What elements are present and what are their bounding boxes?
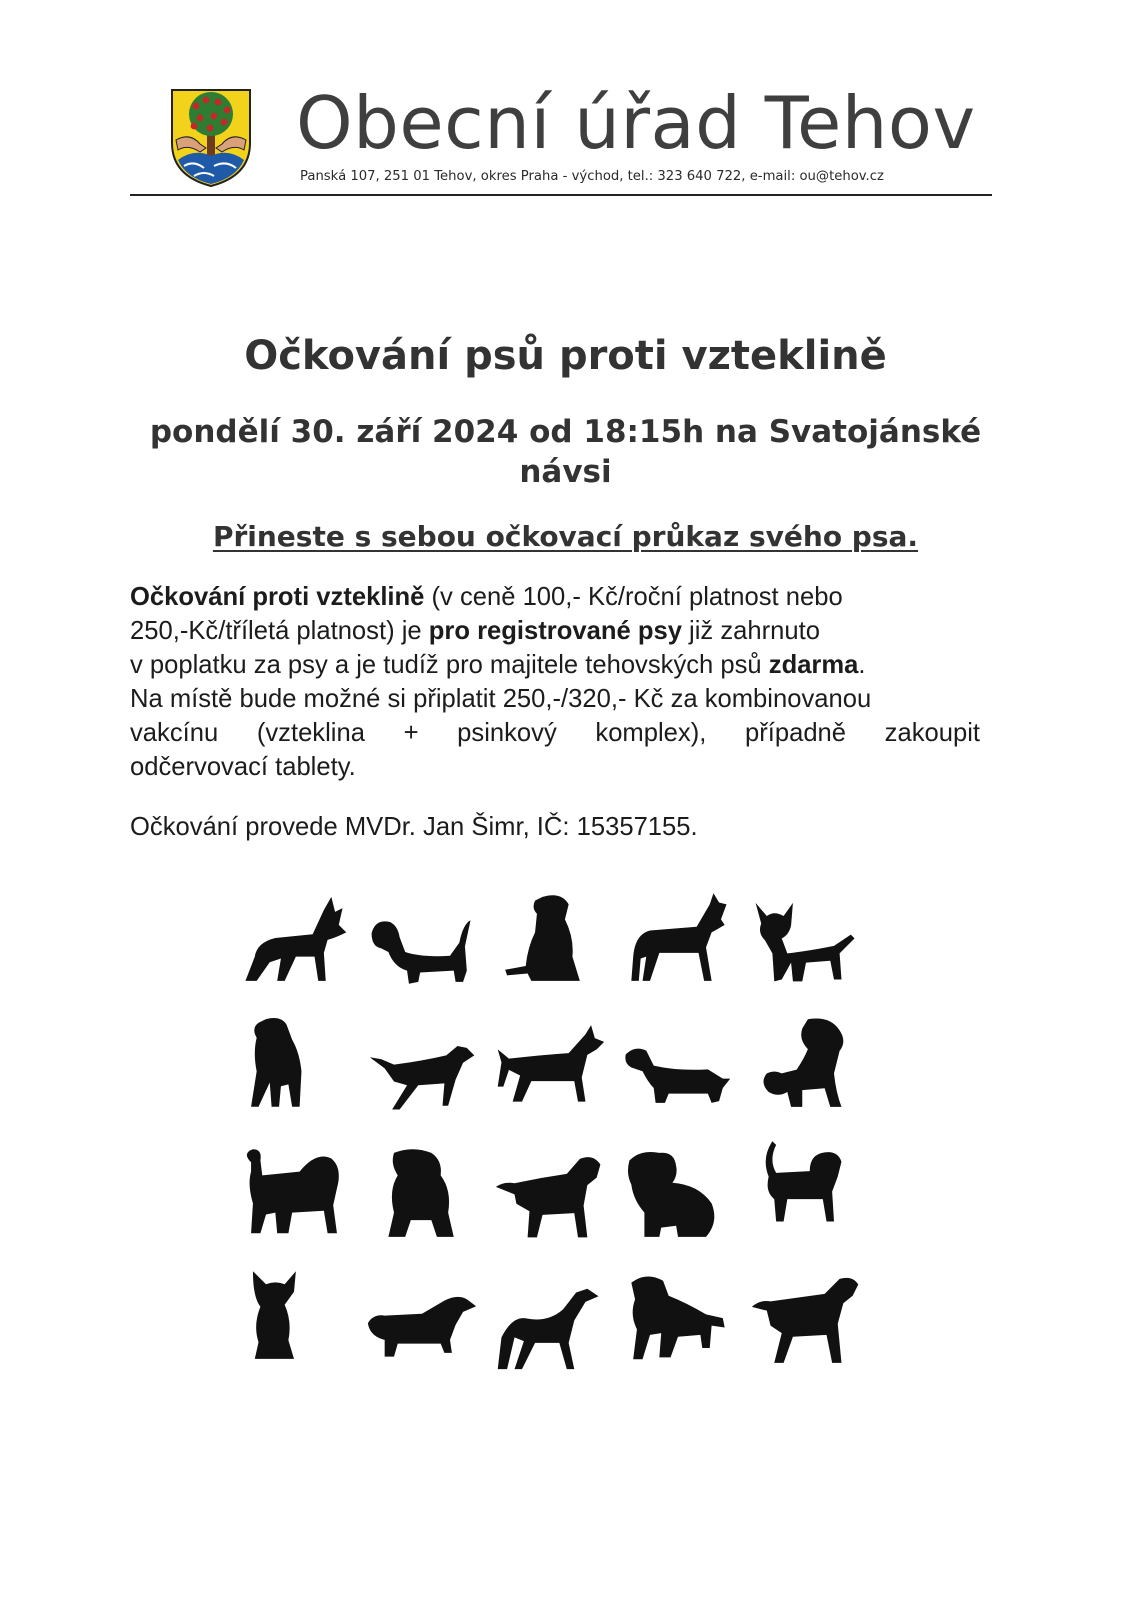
dog-silhouette-icon xyxy=(622,888,734,988)
info-text: 250,-Kč/tříletá platnost) je xyxy=(130,617,429,645)
dog-silhouette-icon xyxy=(494,1018,606,1118)
dog-silhouette-icon xyxy=(366,1144,478,1244)
dog-silhouette-icon xyxy=(622,1270,734,1370)
dog-silhouette-icon xyxy=(238,1266,350,1366)
info-line: vakcínu (vzteklina + psinkový komplex), případně zakoupit xyxy=(130,719,980,747)
office-name: Obecní úřad Tehov xyxy=(296,81,976,165)
dog-silhouette-icon xyxy=(366,1024,478,1124)
dog-silhouette-icon xyxy=(238,1144,350,1244)
dog-silhouette-icon xyxy=(494,1278,606,1378)
dog-silhouette-icon xyxy=(494,1150,606,1250)
dog-silhouette-icon xyxy=(750,1136,862,1236)
info-text: již zahrnuto xyxy=(681,617,820,645)
dog-silhouette-icon xyxy=(238,1012,350,1112)
info-line xyxy=(130,648,980,682)
notice-reminder: Přineste s sebou očkovací průkaz svého psa. xyxy=(212,520,919,553)
dog-silhouette-icon xyxy=(494,888,606,988)
info-text: (v ceně 100,- Kč/roční platnost nebo xyxy=(424,583,843,611)
dog-silhouette-icon xyxy=(750,1014,862,1114)
info-bold-text: pro registrované psy xyxy=(428,617,682,645)
vet-paragraph: Očkování provede MVDr. Jan Šimr, IČ: 15357155. xyxy=(130,813,698,841)
dog-silhouette-icon xyxy=(366,1288,478,1388)
notice-place-line: návsi xyxy=(519,454,612,490)
info-line xyxy=(130,580,980,614)
dog-silhouette-icon xyxy=(366,902,478,1002)
header-divider xyxy=(130,194,992,196)
dog-silhouette-icon xyxy=(750,1270,862,1370)
notice-date-line: pondělí 30. září 2024 od 18:15h na Svatojánské xyxy=(149,414,982,450)
info-line: odčervovací tablety. xyxy=(130,753,356,781)
office-address: Panská 107, 251 01 Tehov, okres Praha - východ, tel.: 323 640 722, e-mail: ou@tehov.cz xyxy=(300,169,884,184)
info-line xyxy=(130,614,980,648)
info-paragraph xyxy=(130,580,980,784)
info-text: v poplatku za psy a je tudíž pro majitele tehovských psů xyxy=(130,651,769,679)
dog-silhouette-icon xyxy=(238,888,350,988)
dog-silhouette-icon xyxy=(750,894,862,994)
dog-silhouettes-grid xyxy=(238,888,874,1388)
info-text: . xyxy=(858,651,866,679)
dog-silhouette-icon xyxy=(622,1144,734,1244)
notice-title: Očkování psů proti vzteklině xyxy=(244,333,887,379)
info-bold-text: Očkování proti vzteklině xyxy=(130,583,425,611)
info-bold-text: zdarma xyxy=(768,651,859,679)
info-line: Na místě bude možné si připlatit 250,-/320,- Kč za kombinovanou xyxy=(130,685,872,713)
municipal-crest-icon xyxy=(170,88,252,188)
dog-silhouette-icon xyxy=(622,1038,734,1138)
